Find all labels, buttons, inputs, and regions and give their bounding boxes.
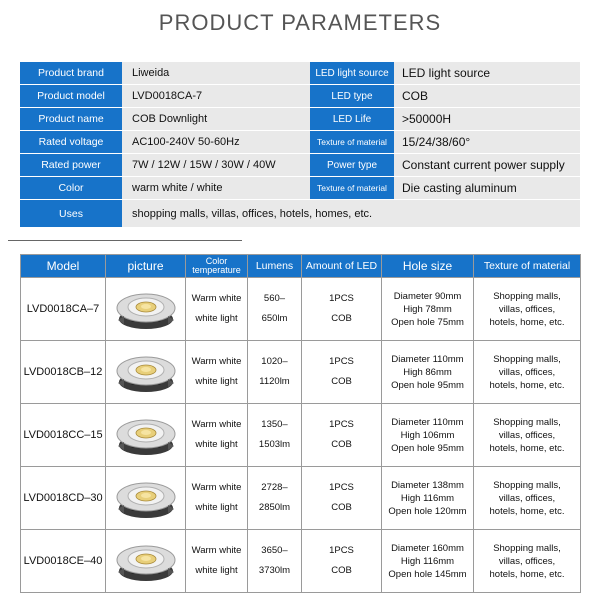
param-label: Texture of material <box>310 131 394 153</box>
hole-cell <box>382 530 474 593</box>
led-line: 1PCS <box>329 356 354 367</box>
table-row <box>21 278 581 341</box>
led-line: COB <box>331 439 352 450</box>
lumens-line: 1120lm <box>259 376 290 387</box>
model-cell <box>21 278 106 341</box>
lumens-line: 3730lm <box>258 565 291 576</box>
material-line: Shopping malls, <box>493 416 561 428</box>
material-line: hotels, home, etc. <box>489 568 565 580</box>
model-cell <box>21 341 106 404</box>
param-label: Rated power <box>20 154 122 176</box>
column-header: picture <box>106 255 186 278</box>
led-cell <box>302 467 382 530</box>
color-cell <box>186 278 248 341</box>
color-cell <box>186 404 248 467</box>
color-line: Warm white <box>191 482 242 493</box>
hole-line: Diameter 90mm <box>393 290 462 302</box>
lumens-line: 1503lm <box>258 439 291 450</box>
parameters-table <box>20 62 580 228</box>
hole-cell <box>382 404 474 467</box>
lumens-line: 2728– <box>261 482 288 493</box>
param-row <box>20 177 580 199</box>
lumens-line: 3650– <box>261 545 288 556</box>
lumens-line: 2850lm <box>258 502 291 513</box>
hole-line: Diameter 110mm <box>391 353 464 365</box>
model-cell <box>21 467 106 530</box>
material-line: Shopping malls, <box>493 542 561 554</box>
material-line: villas, offices, <box>498 492 556 504</box>
param-value: 15/24/38/60° <box>402 135 471 149</box>
color-line: white light <box>195 313 238 324</box>
led-line: COB <box>331 565 352 576</box>
led-cell <box>302 530 382 593</box>
material-line: hotels, home, etc. <box>489 505 565 517</box>
downlight-image <box>114 475 178 521</box>
led-line: 1PCS <box>329 293 354 304</box>
color-line: white light <box>195 502 238 513</box>
hole-cell <box>382 467 474 530</box>
material-line: villas, offices, <box>498 555 556 567</box>
param-label: Uses <box>20 200 122 227</box>
color-line: Warm white <box>191 293 242 304</box>
param-label: Product name <box>20 108 122 130</box>
model-text: LVD0018CD–30 <box>23 492 103 504</box>
param-row <box>20 131 580 153</box>
color-cell <box>186 341 248 404</box>
material-line: villas, offices, <box>498 366 556 378</box>
material-line: villas, offices, <box>498 303 556 315</box>
material-cell <box>474 530 581 593</box>
column-header: Color temperature <box>186 255 248 278</box>
param-value: COB <box>402 89 429 103</box>
column-header: Model <box>21 255 106 278</box>
hole-line: Open hole 145mm <box>388 568 467 580</box>
hole-line: High 86mm <box>403 366 452 378</box>
hole-line: Open hole 75mm <box>391 316 464 328</box>
param-label: Product model <box>20 85 122 107</box>
model-text: LVD0018CB–12 <box>23 366 103 378</box>
picture-cell <box>106 467 186 530</box>
led-line: 1PCS <box>329 419 354 430</box>
color-line: Warm white <box>191 545 242 556</box>
param-value: COB Downlight <box>132 113 208 125</box>
column-header: Amount of LED <box>302 255 382 278</box>
param-row <box>20 85 580 107</box>
led-line: COB <box>331 502 352 513</box>
lumens-cell <box>248 530 302 593</box>
table-header-row <box>21 255 581 278</box>
material-line: hotels, home, etc. <box>489 442 565 454</box>
hole-line: Diameter 138mm <box>391 479 464 491</box>
param-value: Liweida <box>132 67 170 79</box>
lumens-line: 1020– <box>261 356 288 367</box>
downlight-image <box>114 349 178 395</box>
param-value: Constant current power supply <box>402 158 565 172</box>
picture-cell <box>106 278 186 341</box>
picture-cell <box>106 404 186 467</box>
hole-line: High 116mm <box>400 555 455 567</box>
param-value: shopping malls, villas, offices, hotels, homes, etc. <box>132 207 373 220</box>
lumens-cell <box>248 341 302 404</box>
color-line: Warm white <box>191 356 242 367</box>
param-value: LED light source <box>402 66 491 80</box>
material-line: hotels, home, etc. <box>489 316 565 328</box>
param-value: >50000H <box>402 112 452 126</box>
material-line: Shopping malls, <box>493 479 561 491</box>
color-cell <box>186 467 248 530</box>
material-cell <box>474 341 581 404</box>
param-label: LED type <box>310 85 394 107</box>
led-cell <box>302 341 382 404</box>
material-line: villas, offices, <box>498 429 556 441</box>
param-label: Power type <box>310 154 394 176</box>
column-header: Hole size <box>382 255 474 278</box>
lumens-line: 560– <box>263 293 286 304</box>
downlight-image <box>114 286 178 332</box>
hole-line: Open hole 95mm <box>391 442 464 454</box>
color-line: white light <box>195 439 238 450</box>
lumens-cell <box>248 278 302 341</box>
material-line: hotels, home, etc. <box>489 379 565 391</box>
page-title: PRODUCT PARAMETERS <box>158 10 442 35</box>
hole-line: Open hole 95mm <box>391 379 464 391</box>
lumens-cell <box>248 404 302 467</box>
param-value: LVD0018CA-7 <box>132 90 203 102</box>
param-label: Rated voltage <box>20 131 122 153</box>
color-line: white light <box>195 376 238 387</box>
param-row <box>20 200 580 227</box>
param-value: warm white / white <box>132 182 223 194</box>
led-line: COB <box>331 376 352 387</box>
model-cell <box>21 404 106 467</box>
hole-cell <box>382 278 474 341</box>
model-text: LVD0018CC–15 <box>23 429 103 441</box>
param-label: LED light source <box>310 62 394 84</box>
table-row <box>21 530 581 593</box>
param-row <box>20 62 580 84</box>
model-cell <box>21 530 106 593</box>
column-header: Texture of material <box>474 255 581 278</box>
divider <box>8 240 242 241</box>
picture-cell <box>106 530 186 593</box>
material-cell <box>474 467 581 530</box>
color-cell <box>186 530 248 593</box>
param-row <box>20 154 580 176</box>
param-value: Die casting aluminum <box>402 181 517 195</box>
downlight-image <box>114 412 178 458</box>
lumens-line: 650lm <box>261 313 288 324</box>
led-cell <box>302 404 382 467</box>
table-row <box>21 467 581 530</box>
color-line: white light <box>195 565 238 576</box>
color-line: Warm white <box>191 419 242 430</box>
hole-line: High 78mm <box>403 303 452 315</box>
param-row <box>20 108 580 130</box>
hole-line: Diameter 160mm <box>391 542 464 554</box>
led-cell <box>302 278 382 341</box>
column-header: Lumens <box>248 255 302 278</box>
lumens-cell <box>248 467 302 530</box>
lumens-line: 1350– <box>261 419 288 430</box>
param-label: Texture of material <box>310 177 394 199</box>
hole-line: High 116mm <box>400 492 455 504</box>
picture-cell <box>106 341 186 404</box>
param-label: Color <box>20 177 122 199</box>
product-table <box>20 254 581 593</box>
model-text: LVD0018CA–7 <box>26 303 100 315</box>
param-value: 7W / 12W / 15W / 30W / 40W <box>132 159 276 171</box>
material-cell <box>474 404 581 467</box>
material-line: Shopping malls, <box>493 353 561 365</box>
param-value: AC100-240V 50-60Hz <box>132 136 240 148</box>
led-line: 1PCS <box>329 482 354 493</box>
hole-cell <box>382 341 474 404</box>
material-cell <box>474 278 581 341</box>
led-line: COB <box>331 313 352 324</box>
downlight-image <box>114 538 178 584</box>
param-label: LED Life <box>310 108 394 130</box>
material-line: Shopping malls, <box>493 290 561 302</box>
led-line: 1PCS <box>329 545 354 556</box>
model-text: LVD0018CE–40 <box>23 555 103 567</box>
hole-line: High 106mm <box>400 429 455 441</box>
param-label: Product brand <box>20 62 122 84</box>
table-row <box>21 341 581 404</box>
hole-line: Diameter 110mm <box>391 416 464 428</box>
hole-line: Open hole 120mm <box>388 505 467 517</box>
table-row <box>21 404 581 467</box>
